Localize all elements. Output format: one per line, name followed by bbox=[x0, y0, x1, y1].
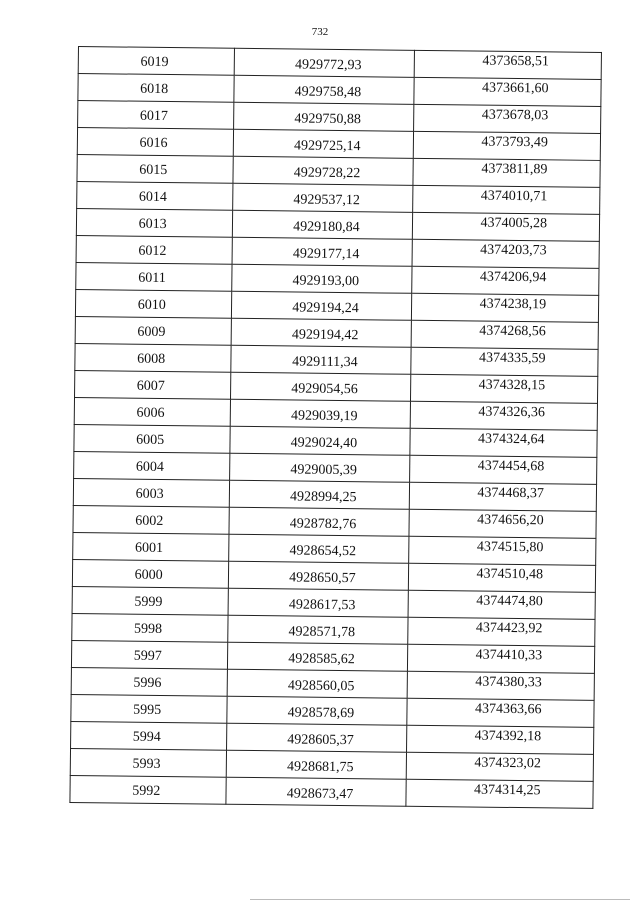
x-coordinate-value: 4929194,42 bbox=[291, 327, 359, 344]
x-coordinate-cell bbox=[228, 669, 407, 698]
x-coordinate-cell bbox=[229, 534, 408, 563]
x-coordinate-value: 4929194,24 bbox=[292, 300, 359, 317]
x-coordinate-cell bbox=[234, 102, 413, 131]
point-id-value: 5993 bbox=[132, 756, 161, 772]
y-coordinate-cell bbox=[412, 239, 600, 268]
y-coordinate-value: 4374206,94 bbox=[479, 269, 547, 286]
point-id-value: 6010 bbox=[137, 297, 166, 314]
x-coordinate-cell bbox=[231, 318, 410, 347]
point-id-value: 6007 bbox=[136, 378, 165, 395]
y-coordinate-cell bbox=[406, 725, 594, 754]
y-coordinate-value: 4374314,25 bbox=[474, 782, 541, 799]
point-id-value: 6002 bbox=[135, 513, 164, 529]
y-coordinate-cell bbox=[410, 347, 598, 376]
y-coordinate-value: 4374203,73 bbox=[480, 242, 547, 259]
y-coordinate-value: 4374326,36 bbox=[478, 404, 545, 421]
y-coordinate-cell bbox=[410, 401, 598, 430]
y-coordinate-cell bbox=[409, 455, 597, 484]
x-coordinate-cell bbox=[227, 696, 406, 725]
point-id-value: 5999 bbox=[134, 594, 163, 610]
y-coordinate-value: 4374474,80 bbox=[476, 593, 543, 610]
point-id-cell bbox=[77, 128, 234, 157]
x-coordinate-value: 4928585,62 bbox=[288, 651, 355, 668]
table-row bbox=[70, 775, 593, 808]
x-coordinate-value: 4929728,22 bbox=[293, 165, 361, 182]
y-coordinate-cell bbox=[408, 509, 596, 538]
point-id-cell bbox=[77, 181, 234, 210]
y-coordinate-value: 4373811,89 bbox=[481, 161, 548, 178]
x-coordinate-value: 4928994,25 bbox=[290, 489, 357, 506]
point-id-value: 5994 bbox=[132, 729, 161, 745]
x-coordinate-cell bbox=[226, 777, 405, 806]
y-coordinate-cell bbox=[408, 536, 596, 565]
y-coordinate-value: 4374363,66 bbox=[474, 701, 542, 718]
point-id-value: 5995 bbox=[133, 702, 162, 718]
y-coordinate-cell bbox=[409, 482, 597, 511]
point-id-cell bbox=[78, 74, 235, 103]
point-id-value: 6015 bbox=[139, 162, 168, 179]
x-coordinate-cell bbox=[233, 183, 412, 212]
x-coordinate-value: 4929111,34 bbox=[292, 354, 358, 371]
y-coordinate-value: 4374238,19 bbox=[479, 296, 547, 313]
x-coordinate-value: 4928560,05 bbox=[287, 678, 355, 695]
x-coordinate-value: 4929772,93 bbox=[294, 57, 362, 74]
x-coordinate-value: 4929180,84 bbox=[293, 219, 360, 236]
point-id-cell bbox=[70, 748, 227, 777]
point-id-value: 6003 bbox=[135, 486, 164, 502]
point-id-value: 6016 bbox=[139, 135, 168, 152]
y-coordinate-cell bbox=[412, 185, 600, 214]
point-id-cell bbox=[71, 721, 228, 750]
point-id-value: 6017 bbox=[139, 108, 168, 125]
x-coordinate-cell bbox=[230, 426, 409, 455]
x-coordinate-value: 4929039,19 bbox=[290, 408, 358, 425]
point-id-cell bbox=[75, 316, 232, 345]
x-coordinate-value: 4928571,78 bbox=[288, 624, 356, 641]
y-coordinate-value: 4374328,15 bbox=[478, 377, 546, 394]
y-coordinate-value: 4374468,37 bbox=[477, 485, 545, 502]
y-coordinate-cell bbox=[414, 50, 602, 79]
x-coordinate-value: 4928617,53 bbox=[288, 597, 356, 614]
y-coordinate-value: 4373658,51 bbox=[482, 53, 549, 70]
point-id-cell bbox=[74, 397, 231, 426]
y-coordinate-value: 4374324,64 bbox=[477, 431, 545, 448]
x-coordinate-cell bbox=[228, 588, 407, 617]
point-id-value: 5998 bbox=[133, 621, 163, 637]
x-coordinate-value: 4928654,52 bbox=[289, 543, 357, 560]
point-id-cell bbox=[72, 559, 229, 588]
point-id-value: 6005 bbox=[136, 432, 165, 449]
x-coordinate-cell bbox=[230, 480, 409, 509]
y-coordinate-cell bbox=[411, 293, 599, 322]
coordinates-table-body bbox=[70, 47, 602, 809]
y-coordinate-value: 4374392,18 bbox=[474, 728, 542, 745]
x-coordinate-value: 4928605,37 bbox=[287, 732, 354, 749]
point-id-value: 6013 bbox=[138, 216, 167, 233]
point-id-cell bbox=[71, 640, 228, 669]
y-coordinate-cell bbox=[413, 131, 601, 160]
x-coordinate-value: 4929758,48 bbox=[294, 84, 362, 101]
point-id-value: 5992 bbox=[132, 783, 161, 799]
x-coordinate-value: 4929193,00 bbox=[292, 273, 360, 290]
x-coordinate-value: 4928782,76 bbox=[289, 516, 357, 533]
y-coordinate-cell bbox=[407, 617, 595, 646]
x-coordinate-value: 4929725,14 bbox=[293, 138, 361, 155]
y-coordinate-cell bbox=[408, 563, 596, 592]
x-coordinate-cell bbox=[233, 156, 412, 185]
y-coordinate-value: 4374005,28 bbox=[480, 215, 548, 232]
point-id-cell bbox=[76, 262, 233, 291]
y-coordinate-value: 4374656,20 bbox=[477, 512, 544, 529]
point-id-cell bbox=[75, 289, 232, 318]
y-coordinate-value: 4374423,92 bbox=[475, 620, 543, 637]
y-coordinate-cell bbox=[411, 320, 599, 349]
point-id-cell bbox=[75, 370, 232, 399]
point-id-value: 6014 bbox=[138, 189, 168, 206]
point-id-cell bbox=[77, 154, 234, 183]
y-coordinate-cell bbox=[411, 266, 599, 295]
point-id-cell bbox=[71, 667, 228, 696]
x-coordinate-cell bbox=[234, 75, 413, 104]
point-id-cell bbox=[70, 775, 227, 804]
point-id-value: 6008 bbox=[137, 351, 166, 368]
y-coordinate-value: 4374010,71 bbox=[480, 188, 548, 205]
y-coordinate-value: 4374510,48 bbox=[476, 566, 544, 583]
point-id-cell bbox=[73, 532, 230, 561]
x-coordinate-cell bbox=[227, 723, 406, 752]
point-id-value: 6000 bbox=[134, 567, 163, 583]
x-coordinate-cell bbox=[229, 561, 408, 590]
point-id-cell bbox=[78, 101, 235, 130]
point-id-value: 6012 bbox=[138, 243, 167, 260]
y-coordinate-cell bbox=[406, 698, 594, 727]
y-coordinate-cell bbox=[407, 644, 595, 673]
x-coordinate-cell bbox=[228, 615, 407, 644]
y-coordinate-value: 4374410,33 bbox=[475, 647, 543, 664]
point-id-value: 5996 bbox=[133, 675, 162, 691]
point-id-cell bbox=[73, 478, 230, 507]
y-coordinate-value: 4374454,68 bbox=[477, 458, 545, 475]
x-coordinate-cell bbox=[232, 291, 411, 320]
bottom-scan-line bbox=[250, 899, 630, 900]
x-coordinate-value: 4928578,69 bbox=[287, 705, 355, 722]
point-id-cell bbox=[76, 235, 233, 264]
point-id-value: 5997 bbox=[133, 648, 162, 664]
point-id-cell bbox=[72, 586, 229, 615]
y-coordinate-value: 4374323,02 bbox=[474, 755, 541, 772]
y-coordinate-cell bbox=[412, 158, 600, 187]
x-coordinate-cell bbox=[235, 48, 414, 77]
point-id-cell bbox=[76, 208, 233, 237]
x-coordinate-cell bbox=[230, 453, 409, 482]
y-coordinate-value: 4373793,49 bbox=[481, 134, 549, 151]
x-coordinate-value: 4929005,39 bbox=[290, 462, 357, 479]
point-id-value: 6018 bbox=[140, 81, 169, 98]
page-number: 732 bbox=[311, 26, 329, 38]
y-coordinate-cell bbox=[410, 374, 598, 403]
point-id-cell bbox=[75, 343, 232, 372]
point-id-cell bbox=[78, 47, 235, 76]
y-coordinate-cell bbox=[406, 752, 594, 781]
x-coordinate-cell bbox=[227, 750, 406, 779]
x-coordinate-cell bbox=[229, 507, 408, 536]
coordinates-table bbox=[69, 46, 602, 809]
x-coordinate-cell bbox=[233, 210, 412, 239]
point-id-value: 6004 bbox=[135, 459, 164, 476]
point-id-value: 6009 bbox=[137, 324, 166, 341]
x-coordinate-value: 4929750,88 bbox=[294, 111, 361, 128]
y-coordinate-cell bbox=[408, 590, 596, 619]
x-coordinate-cell bbox=[234, 129, 413, 158]
point-id-cell bbox=[71, 694, 228, 723]
x-coordinate-cell bbox=[231, 372, 410, 401]
x-coordinate-value: 4928650,57 bbox=[289, 570, 356, 587]
y-coordinate-cell bbox=[405, 779, 593, 808]
x-coordinate-value: 4929177,14 bbox=[292, 246, 360, 263]
x-coordinate-value: 4929024,40 bbox=[290, 435, 358, 452]
x-coordinate-value: 4928673,47 bbox=[286, 786, 354, 803]
x-coordinate-cell bbox=[228, 642, 407, 671]
y-coordinate-value: 4373678,03 bbox=[481, 107, 549, 124]
point-id-cell bbox=[74, 451, 231, 480]
x-coordinate-cell bbox=[232, 264, 411, 293]
x-coordinate-value: 4929537,12 bbox=[293, 192, 361, 209]
x-coordinate-value: 4928681,75 bbox=[286, 759, 354, 776]
y-coordinate-value: 4374268,56 bbox=[479, 323, 546, 340]
point-id-value: 6019 bbox=[140, 54, 169, 71]
y-coordinate-value: 4374380,33 bbox=[475, 674, 542, 691]
x-coordinate-cell bbox=[231, 345, 410, 374]
y-coordinate-value: 4373661,60 bbox=[481, 80, 549, 97]
x-coordinate-cell bbox=[232, 237, 411, 266]
x-coordinate-value: 4929054,56 bbox=[291, 381, 358, 398]
point-id-cell bbox=[74, 424, 231, 453]
y-coordinate-cell bbox=[409, 428, 597, 457]
y-coordinate-cell bbox=[407, 671, 595, 700]
x-coordinate-cell bbox=[231, 399, 410, 428]
point-id-value: 6001 bbox=[134, 540, 164, 556]
y-coordinate-cell bbox=[413, 77, 601, 106]
point-id-cell bbox=[73, 505, 230, 534]
point-id-value: 6006 bbox=[136, 405, 165, 422]
point-id-cell bbox=[72, 613, 229, 642]
y-coordinate-value: 4374335,59 bbox=[478, 350, 546, 367]
y-coordinate-cell bbox=[412, 212, 600, 241]
y-coordinate-cell bbox=[413, 104, 601, 133]
y-coordinate-value: 4374515,80 bbox=[476, 539, 544, 556]
point-id-value: 6011 bbox=[138, 270, 166, 287]
